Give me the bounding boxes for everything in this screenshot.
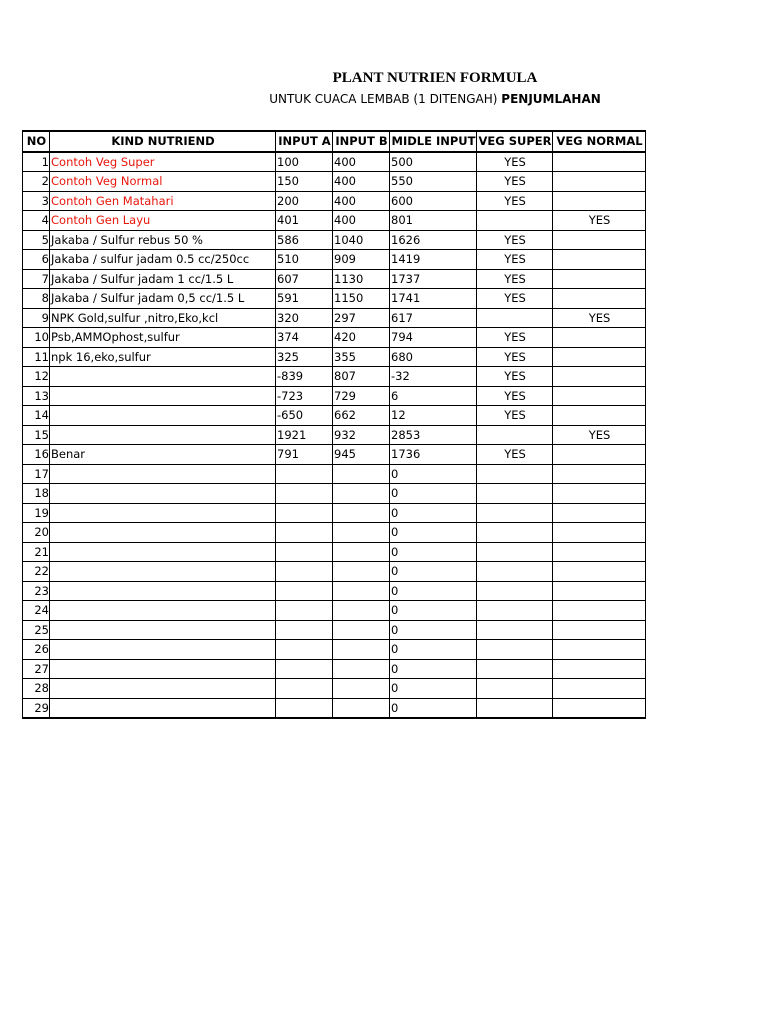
cell-veg-super[interactable]: YES [477,347,553,367]
cell-kind-nutriend[interactable]: Contoh Gen Matahari [50,191,276,211]
cell-veg-super[interactable]: YES [477,406,553,426]
cell-veg-normal[interactable] [553,581,646,601]
cell-midle-input[interactable]: 0 [390,640,477,660]
cell-kind-nutriend[interactable]: Psb,AMMOphost,sulfur [50,328,276,348]
cell-veg-super[interactable]: YES [477,152,553,172]
cell-input-b[interactable]: 400 [333,211,390,231]
cell-veg-normal[interactable] [553,230,646,250]
cell-no[interactable]: 1 [23,152,50,172]
cell-kind-nutriend[interactable] [50,601,276,621]
table-row [23,620,646,640]
cell-veg-super[interactable]: YES [477,230,553,250]
cell-veg-super[interactable]: YES [477,367,553,387]
cell-input-b[interactable]: 400 [333,172,390,192]
cell-kind-nutriend[interactable] [50,406,276,426]
cell-kind-nutriend[interactable] [50,698,276,718]
cell-input-a[interactable] [276,503,333,523]
cell-veg-normal[interactable] [553,406,646,426]
cell-veg-super[interactable]: YES [477,250,553,270]
cell-input-a[interactable] [276,523,333,543]
cell-no[interactable]: 17 [23,464,50,484]
cell-input-b[interactable] [333,503,390,523]
cell-midle-input[interactable]: 1741 [390,289,477,309]
cell-midle-input[interactable]: 0 [390,601,477,621]
cell-input-a[interactable] [276,659,333,679]
header-input-a[interactable]: INPUT A [276,131,333,152]
cell-veg-super[interactable]: YES [477,172,553,192]
cell-input-a[interactable] [276,562,333,582]
cell-midle-input[interactable]: 1736 [390,445,477,465]
table-row [23,152,646,172]
cell-veg-super[interactable] [477,503,553,523]
nutrient-table [22,130,646,719]
cell-no[interactable]: 2 [23,172,50,192]
cell-midle-input[interactable]: 0 [390,679,477,699]
cell-no[interactable]: 27 [23,659,50,679]
cell-no[interactable]: 3 [23,191,50,211]
cell-kind-nutriend[interactable] [50,523,276,543]
cell-kind-nutriend[interactable]: npk 16,eko,sulfur [50,347,276,367]
cell-input-b[interactable] [333,620,390,640]
cell-input-b[interactable]: 729 [333,386,390,406]
cell-veg-super[interactable] [477,581,553,601]
cell-no[interactable]: 4 [23,211,50,231]
cell-veg-normal[interactable] [553,172,646,192]
cell-veg-normal[interactable] [553,191,646,211]
cell-input-b[interactable] [333,601,390,621]
cell-veg-super[interactable]: YES [477,289,553,309]
cell-veg-super[interactable] [477,308,553,328]
cell-input-a[interactable]: 791 [276,445,333,465]
cell-kind-nutriend[interactable]: Contoh Gen Layu [50,211,276,231]
cell-veg-super[interactable] [477,562,553,582]
cell-input-b[interactable]: 400 [333,152,390,172]
subtitle-bold: PENJUMLAHAN [501,92,601,106]
cell-input-b[interactable]: 932 [333,425,390,445]
cell-no[interactable]: 29 [23,698,50,718]
table-row [23,347,646,367]
cell-midle-input[interactable]: 0 [390,620,477,640]
cell-input-b[interactable] [333,523,390,543]
cell-kind-nutriend[interactable] [50,542,276,562]
cell-veg-normal[interactable]: YES [553,211,646,231]
cell-midle-input[interactable]: 0 [390,464,477,484]
cell-input-a[interactable]: 510 [276,250,333,270]
cell-veg-normal[interactable] [553,523,646,543]
table-row [23,464,646,484]
cell-kind-nutriend[interactable] [50,425,276,445]
page-subtitle [0,92,768,106]
cell-veg-normal[interactable] [553,679,646,699]
cell-input-a[interactable]: 401 [276,211,333,231]
cell-no[interactable]: 18 [23,484,50,504]
cell-veg-normal[interactable] [553,601,646,621]
cell-no[interactable]: 26 [23,640,50,660]
cell-input-b[interactable]: 807 [333,367,390,387]
table-row [23,542,646,562]
cell-no[interactable]: 23 [23,581,50,601]
cell-no[interactable]: 9 [23,308,50,328]
cell-kind-nutriend[interactable] [50,484,276,504]
cell-kind-nutriend[interactable]: Contoh Veg Super [50,152,276,172]
table-row [23,698,646,718]
cell-veg-super[interactable] [477,484,553,504]
table-row [23,425,646,445]
table-row [23,484,646,504]
header-kind-nutriend[interactable]: KIND NUTRIEND [50,131,276,152]
cell-input-a[interactable]: 100 [276,152,333,172]
cell-veg-normal[interactable] [553,367,646,387]
cell-kind-nutriend[interactable]: Jakaba / Sulfur jadam 0,5 cc/1.5 L [50,289,276,309]
cell-midle-input[interactable]: 1419 [390,250,477,270]
cell-input-a[interactable]: 591 [276,289,333,309]
cell-input-a[interactable] [276,620,333,640]
cell-midle-input[interactable]: 0 [390,562,477,582]
header-no[interactable]: NO [23,131,50,152]
header-veg-normal[interactable]: VEG NORMAL [553,131,646,152]
cell-input-a[interactable] [276,464,333,484]
table-row [23,367,646,387]
cell-no[interactable]: 25 [23,620,50,640]
cell-veg-super[interactable]: YES [477,445,553,465]
cell-midle-input[interactable]: 0 [390,542,477,562]
header-row [23,131,646,152]
cell-kind-nutriend[interactable]: Jakaba / sulfur jadam 0.5 cc/250cc [50,250,276,270]
cell-input-b[interactable]: 400 [333,191,390,211]
table-row [23,191,646,211]
cell-veg-super[interactable]: YES [477,328,553,348]
cell-input-a[interactable]: 607 [276,269,333,289]
cell-veg-normal[interactable]: YES [553,425,646,445]
cell-input-a[interactable] [276,679,333,699]
cell-veg-super[interactable] [477,425,553,445]
cell-no[interactable]: 6 [23,250,50,270]
cell-input-b[interactable]: 1150 [333,289,390,309]
cell-veg-super[interactable] [477,523,553,543]
cell-midle-input[interactable]: 12 [390,406,477,426]
cell-veg-normal[interactable] [553,347,646,367]
cell-no[interactable]: 20 [23,523,50,543]
cell-veg-super[interactable] [477,679,553,699]
cell-veg-super[interactable]: YES [477,386,553,406]
cell-input-b[interactable] [333,659,390,679]
cell-veg-super[interactable] [477,659,553,679]
cell-no[interactable]: 7 [23,269,50,289]
cell-midle-input[interactable]: -32 [390,367,477,387]
cell-no[interactable]: 13 [23,386,50,406]
cell-midle-input[interactable]: 6 [390,386,477,406]
cell-veg-normal[interactable] [553,640,646,660]
cell-input-b[interactable] [333,562,390,582]
cell-input-b[interactable] [333,679,390,699]
table-row [23,269,646,289]
cell-midle-input[interactable]: 1737 [390,269,477,289]
cell-no[interactable]: 10 [23,328,50,348]
cell-midle-input[interactable]: 550 [390,172,477,192]
table-row [23,562,646,582]
cell-input-a[interactable]: 1921 [276,425,333,445]
cell-input-a[interactable]: 586 [276,230,333,250]
table-row [23,211,646,231]
cell-veg-normal[interactable] [553,542,646,562]
cell-veg-super[interactable] [477,211,553,231]
cell-kind-nutriend[interactable] [50,640,276,660]
cell-input-b[interactable] [333,581,390,601]
cell-input-b[interactable] [333,542,390,562]
cell-kind-nutriend[interactable] [50,464,276,484]
cell-veg-normal[interactable] [553,328,646,348]
cell-input-b[interactable]: 945 [333,445,390,465]
table-row [23,640,646,660]
cell-input-a[interactable]: -723 [276,386,333,406]
cell-kind-nutriend[interactable]: Benar [50,445,276,465]
cell-veg-normal[interactable] [553,464,646,484]
cell-veg-normal[interactable] [553,484,646,504]
cell-input-a[interactable]: 374 [276,328,333,348]
table-row [23,250,646,270]
cell-kind-nutriend[interactable]: Contoh Veg Normal [50,172,276,192]
cell-veg-normal[interactable] [553,445,646,465]
cell-midle-input[interactable]: 0 [390,523,477,543]
cell-kind-nutriend[interactable] [50,581,276,601]
table-row [23,679,646,699]
cell-input-b[interactable]: 909 [333,250,390,270]
cell-no[interactable]: 14 [23,406,50,426]
cell-veg-super[interactable] [477,640,553,660]
header-veg-super[interactable]: VEG SUPER [477,131,553,152]
cell-midle-input[interactable]: 617 [390,308,477,328]
table-row [23,581,646,601]
cell-input-b[interactable] [333,640,390,660]
cell-kind-nutriend[interactable]: Jakaba / Sulfur jadam 1 cc/1.5 L [50,269,276,289]
cell-no[interactable]: 16 [23,445,50,465]
cell-kind-nutriend[interactable] [50,679,276,699]
cell-no[interactable]: 12 [23,367,50,387]
cell-no[interactable]: 8 [23,289,50,309]
table-row [23,172,646,192]
cell-input-b[interactable] [333,698,390,718]
cell-veg-normal[interactable] [553,269,646,289]
cell-no[interactable]: 24 [23,601,50,621]
cell-input-a[interactable] [276,640,333,660]
header-midle-input[interactable]: MIDLE INPUT [390,131,477,152]
cell-no[interactable]: 19 [23,503,50,523]
cell-veg-normal[interactable] [553,620,646,640]
cell-input-a[interactable] [276,484,333,504]
cell-input-a[interactable] [276,698,333,718]
table-row [23,503,646,523]
cell-input-a[interactable] [276,581,333,601]
cell-no[interactable]: 15 [23,425,50,445]
cell-midle-input[interactable]: 680 [390,347,477,367]
cell-kind-nutriend[interactable]: Jakaba / Sulfur rebus 50 % [50,230,276,250]
table-row [23,659,646,679]
cell-midle-input[interactable]: 0 [390,503,477,523]
cell-no[interactable]: 21 [23,542,50,562]
table-row [23,406,646,426]
cell-veg-normal[interactable] [553,250,646,270]
cell-veg-normal[interactable]: YES [553,308,646,328]
table-row [23,386,646,406]
cell-midle-input[interactable]: 0 [390,659,477,679]
cell-midle-input[interactable]: 1626 [390,230,477,250]
cell-kind-nutriend[interactable] [50,562,276,582]
cell-midle-input[interactable]: 600 [390,191,477,211]
cell-veg-super[interactable] [477,601,553,621]
cell-midle-input[interactable]: 2853 [390,425,477,445]
cell-input-a[interactable]: 325 [276,347,333,367]
table-row [23,445,646,465]
cell-midle-input[interactable]: 801 [390,211,477,231]
cell-input-a[interactable]: -839 [276,367,333,387]
cell-input-b[interactable]: 1040 [333,230,390,250]
cell-veg-normal[interactable] [553,562,646,582]
table-row [23,328,646,348]
cell-veg-normal[interactable] [553,152,646,172]
table-row [23,308,646,328]
cell-midle-input[interactable]: 794 [390,328,477,348]
cell-kind-nutriend[interactable] [50,659,276,679]
cell-veg-super[interactable] [477,698,553,718]
cell-kind-nutriend[interactable] [50,386,276,406]
cell-no[interactable]: 28 [23,679,50,699]
cell-input-b[interactable]: 297 [333,308,390,328]
cell-midle-input[interactable]: 0 [390,698,477,718]
cell-input-b[interactable]: 420 [333,328,390,348]
cell-input-b[interactable]: 662 [333,406,390,426]
cell-no[interactable]: 22 [23,562,50,582]
cell-veg-super[interactable]: YES [477,191,553,211]
cell-veg-normal[interactable] [553,503,646,523]
cell-input-b[interactable]: 355 [333,347,390,367]
cell-kind-nutriend[interactable] [50,503,276,523]
cell-input-a[interactable]: 200 [276,191,333,211]
cell-input-a[interactable] [276,542,333,562]
cell-veg-normal[interactable] [553,289,646,309]
cell-input-a[interactable] [276,601,333,621]
cell-input-b[interactable]: 1130 [333,269,390,289]
cell-kind-nutriend[interactable] [50,367,276,387]
cell-input-a[interactable]: 320 [276,308,333,328]
cell-veg-normal[interactable] [553,386,646,406]
cell-kind-nutriend[interactable]: NPK Gold,sulfur ,nitro,Eko,kcl [50,308,276,328]
cell-veg-normal[interactable] [553,659,646,679]
cell-midle-input[interactable]: 500 [390,152,477,172]
cell-kind-nutriend[interactable] [50,620,276,640]
cell-input-b[interactable] [333,484,390,504]
page-title: PLANT NUTRIEN FORMULA [332,70,538,86]
cell-midle-input[interactable]: 0 [390,484,477,504]
cell-veg-super[interactable] [477,464,553,484]
cell-input-a[interactable]: 150 [276,172,333,192]
cell-veg-super[interactable]: YES [477,269,553,289]
table-row [23,289,646,309]
cell-midle-input[interactable]: 0 [390,581,477,601]
cell-input-a[interactable]: -650 [276,406,333,426]
cell-no[interactable]: 11 [23,347,50,367]
table-row [23,230,646,250]
cell-veg-super[interactable] [477,620,553,640]
subtitle-normal: UNTUK CUACA LEMBAB (1 DITENGAH) [269,92,498,106]
header-input-b[interactable]: INPUT B [333,131,390,152]
table-row [23,523,646,543]
cell-veg-super[interactable] [477,542,553,562]
cell-input-b[interactable] [333,464,390,484]
cell-veg-normal[interactable] [553,698,646,718]
cell-no[interactable]: 5 [23,230,50,250]
table-row [23,601,646,621]
